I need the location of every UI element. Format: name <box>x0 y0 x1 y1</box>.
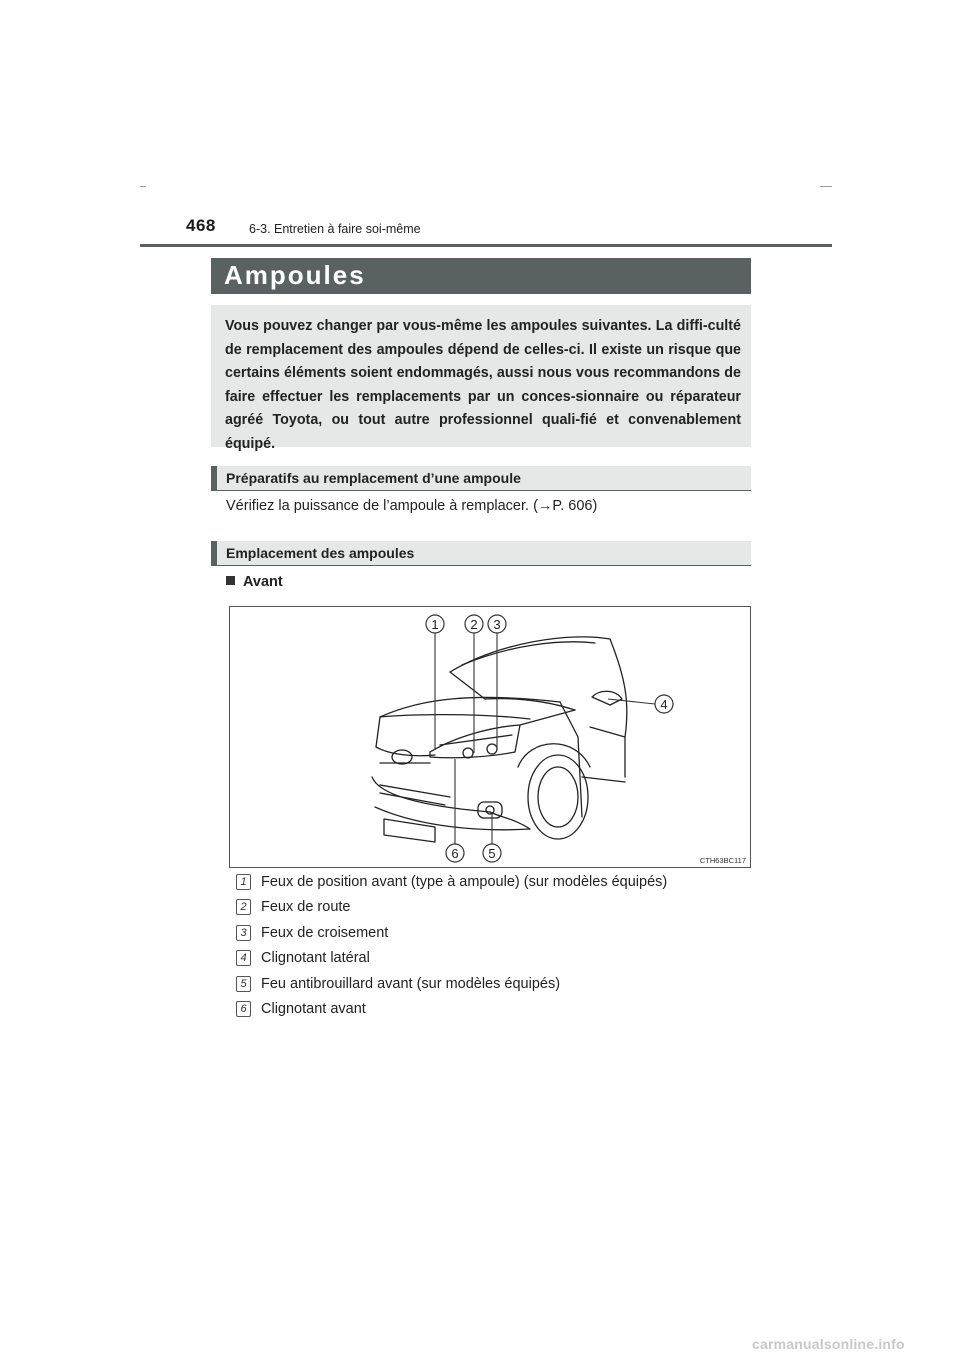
watermark: carmanualsonline.info <box>752 1336 905 1352</box>
legend-label: Feu antibrouillard avant (sur modèles équipés) <box>261 975 561 992</box>
page-title: Ampoules <box>211 258 751 294</box>
bullet-heading-label: Avant <box>243 574 283 590</box>
legend-number-badge: 1 <box>236 874 251 890</box>
page-number: 468 <box>186 216 216 235</box>
legend-number-badge: 2 <box>236 899 251 915</box>
bullet-heading-front <box>226 574 283 590</box>
figure-code: CTH63BC117 <box>699 856 746 865</box>
callout-5 <box>483 844 501 862</box>
callout-3 <box>488 615 506 633</box>
subheading-preparation: Préparatifs au remplacement d’une ampoule <box>211 466 751 490</box>
legend-number-badge: 5 <box>236 976 251 992</box>
crop-mark-right <box>820 186 832 187</box>
legend-number-badge: 6 <box>236 1001 251 1017</box>
legend-item <box>236 948 667 973</box>
intro-text: Vous pouvez changer par vous-même les ampoules suivantes. La diffi-culté de remplacement des ampoules dépend de celles-ci. Il existe un risque que certains éléments soient endommagés, aussi nous vous recommandons de faire effectuer les remplacements par un conces-sionnaire ou réparateur agréé Toyota, ou tout autre professionnel quali-fié et convenablement équipé. <box>225 318 741 452</box>
callout-3-label: 3 <box>493 617 501 632</box>
preparation-text: Vérifiez la puissance de l’ampoule à remplacer. (→P. 606) <box>226 498 598 514</box>
legend-label: Feux de croisement <box>261 924 389 941</box>
legend-item <box>236 872 667 897</box>
car-outline-icon <box>372 637 627 842</box>
callout-5-label: 5 <box>488 846 496 861</box>
callout-6 <box>446 844 464 862</box>
legend-item <box>236 923 667 948</box>
square-bullet-icon <box>226 576 235 585</box>
legend-item <box>236 974 667 999</box>
callout-4-label: 4 <box>660 697 668 712</box>
bulb-legend-list <box>236 872 667 1024</box>
callout-leaders <box>435 633 655 844</box>
legend-label: Feux de position avant (type à ampoule) (sur modèles équipés) <box>261 874 668 890</box>
legend-label: Feux de route <box>261 899 351 916</box>
section-label: 6-3. Entretien à faire soi-même <box>249 222 421 236</box>
callout-1-label: 1 <box>431 617 439 632</box>
car-front-illustration <box>229 606 751 868</box>
legend-label: Clignotant avant <box>261 1000 366 1017</box>
car-drawing <box>230 607 750 867</box>
callout-4 <box>655 695 673 713</box>
legend-label: Clignotant latéral <box>261 950 370 967</box>
callout-6-label: 6 <box>451 846 459 861</box>
callout-1 <box>426 615 444 633</box>
subheading-rule <box>211 565 751 566</box>
subheading-rule <box>211 490 751 491</box>
subheading-location: Emplacement des ampoules <box>211 541 751 565</box>
header-rule <box>140 244 832 247</box>
callout-2 <box>465 615 483 633</box>
crop-mark-left <box>140 186 146 187</box>
legend-item <box>236 897 667 922</box>
legend-number-badge: 3 <box>236 925 251 941</box>
legend-number-badge: 4 <box>236 950 251 966</box>
intro-box <box>211 305 751 452</box>
legend-item <box>236 999 667 1024</box>
callout-2-label: 2 <box>470 617 478 632</box>
